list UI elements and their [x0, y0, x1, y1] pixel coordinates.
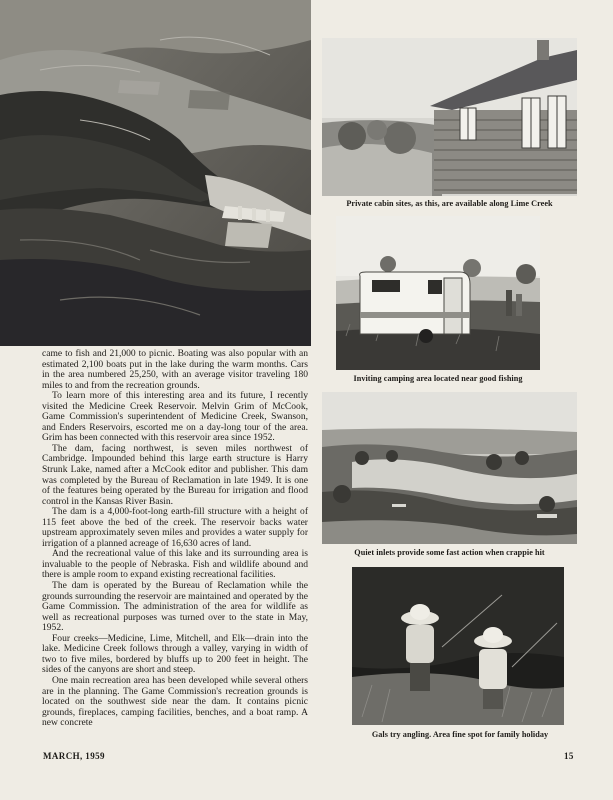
- issue-date: MARCH, 1959: [43, 751, 105, 761]
- article-paragraph: The dam, facing northwest, is seven miles northwest of Cambridge. Impounded behind this large earth structure is Harry Strunk Lake, named after a McCook editor and publisher. This dam was completed by the Bureau of Reclamation in late 1949. It is one of the features being operated by the Bureau for irrigation and flood control in the Kansas River Basin.: [42, 442, 308, 507]
- article-paragraph: The dam is a 4,000-foot-long earth-fill structure with a height of 115 feet above the bed of the creek. The reservoir backs water upstream approximately seven miles and provides a water supply for irrigation of a planned acreage of 16,630 acres of land.: [42, 506, 308, 549]
- page-number: 15: [564, 751, 574, 761]
- article-body: [42, 349, 308, 729]
- article-paragraph: came to fish and 21,000 to picnic. Boating was also popular with an estimated 2,100 boats put in the lake during the warm months. Cars in the area numbered 25,250, with an average visitor traveling 180 miles to and from the recreation grounds.: [42, 348, 308, 391]
- article-paragraph: And the recreational value of this lake and its surrounding area is invaluable to the people of Nebraska. Fish and wildlife abound and there is ample room to expand existing recreational facilities.: [42, 548, 308, 581]
- angling-photo: [352, 567, 564, 725]
- trailer-caption: Inviting camping area located near good fishing: [353, 374, 523, 383]
- article-paragraph: The dam is operated by the Bureau of Reclamation while the grounds surrounding the reservoir are maintained and operated by the Game Commission. The administration of the area for wildlife as well as recreational purposes was turned over to the state in May, 1952.: [42, 580, 308, 634]
- article-paragraph: To learn more of this interesting area and its future, I recently visited the Medicine Creek Reservoir. Melvin Grim of McCook, Game Commission's superintendent of Medicine Creek, Swanson, and Enders Reservoirs, escorted me on a day-long tour of the area. Grim has been connected with this reservoir area since 1952.: [42, 390, 308, 444]
- article-paragraph: Four creeks—Medicine, Lime, Mitchell, and Elk—drain into the lake. Medicine Creek follows through a valley, varying in width of two to five miles, bordered by bluffs up to 200 feet in height. The sides of the canyons are short and steep.: [42, 632, 308, 676]
- inlets-photo: [322, 392, 577, 544]
- cabin-photo: [322, 38, 577, 196]
- article-paragraph: One main recreation area has been developed while several others are in the planning. The Game Commission's recreation grounds is located on the southwest side near the dam. It contains picnic grounds, fireplaces, camping facilities, benches, and a boat ramp. A new concrete: [42, 674, 308, 729]
- cabin-caption: Private cabin sites, as this, are available along Lime Creek: [346, 199, 553, 208]
- inlets-caption: Quiet inlets provide some fast action when crappie hit: [354, 548, 545, 557]
- angling-caption: Gals try angling. Area fine spot for family holiday: [371, 730, 549, 739]
- aerial-dam-photo: [0, 0, 311, 346]
- trailer-photo: [336, 216, 540, 370]
